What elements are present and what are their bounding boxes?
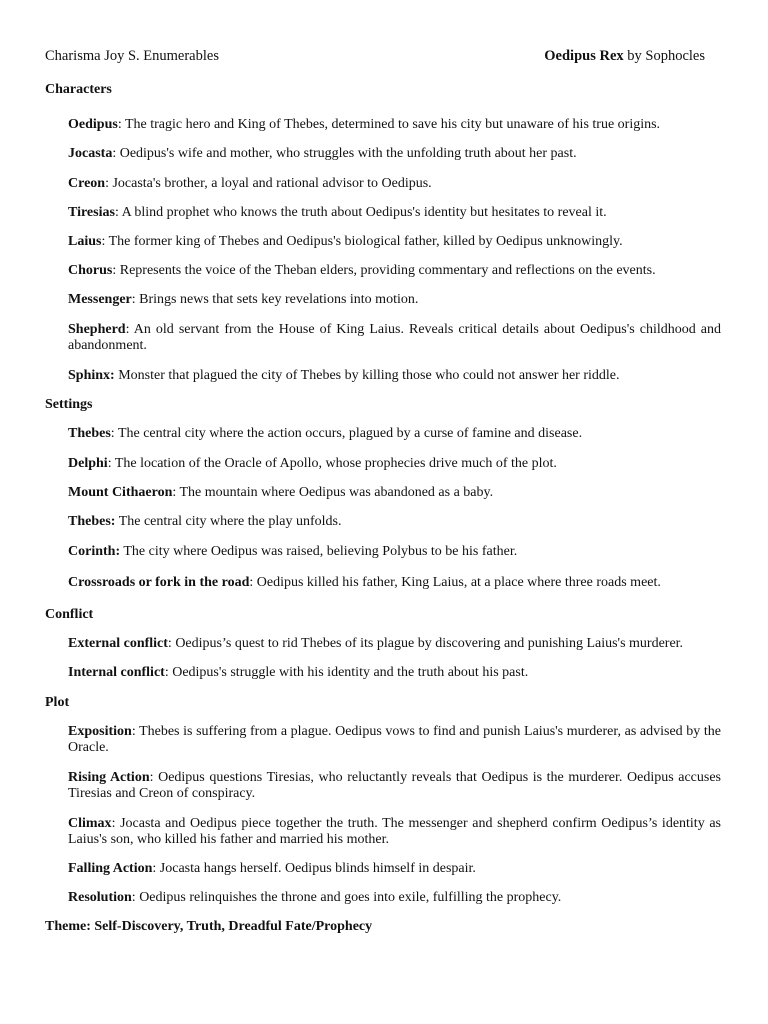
character-entry-sphinx: [68, 368, 721, 384]
character-entry-jocasta: Jocasta: Oedipus's wife and mother, who struggles with the unfolding truth about her past.: [68, 146, 577, 161]
entry-term: Sphinx:: [68, 368, 115, 383]
character-entry-messenger: Messenger: Brings news that sets key revelations into motion.: [68, 292, 419, 307]
entry-text: Oedipus's struggle with his identity and the truth about his past.: [172, 665, 529, 680]
entry-text: Oedipus's wife and mother, who struggles with the unfolding truth about her past.: [119, 146, 577, 161]
character-entry-oedipus: Oedipus: The tragic hero and King of Thebes, determined to save his city but unaware of his true origins.: [68, 117, 661, 132]
entry-text: The city where Oedipus was raised, believing Polybus to be his father.: [123, 544, 518, 559]
character-entry-tiresias: Tiresias: A blind prophet who knows the truth about Oedipus's identity but hesitates to reveal it.: [68, 205, 607, 220]
entry-text: Jocasta and Oedipus piece together the truth. The messenger and shepherd confirm Oedipus’s identity as Laius's son, who killed his father and married his mother.: [68, 816, 722, 847]
entry-term: Climax: [68, 816, 112, 831]
entry-text: The location of the Oracle of Apollo, whose prophecies drive much of the plot.: [114, 456, 557, 471]
work-author: by Sophocles: [627, 48, 705, 64]
section-heading-plot: Plot: [45, 695, 70, 710]
entry-term: Corinth:: [68, 544, 121, 559]
entry-term: Crossroads or fork in the road: [68, 575, 250, 590]
setting-entry-mount-cithaeron: Mount Cithaeron: The mountain where Oedipus was abandoned as a baby.: [68, 485, 494, 500]
entry-term: Jocasta: [68, 146, 113, 161]
section-heading-settings: Settings: [45, 397, 93, 412]
character-entry-chorus: Chorus: Represents the voice of the Theban elders, providing commentary and reflections on the events.: [68, 263, 656, 278]
character-entry-creon: Creon: Jocasta's brother, a loyal and rational advisor to Oedipus.: [68, 176, 432, 191]
entry-text: Thebes is suffering from a plague. Oedipus vows to find and punish Laius's murderer, as advised by the Oracle.: [68, 724, 722, 755]
entry-text: Represents the voice of the Theban elders, providing commentary and reflections on the events.: [119, 263, 656, 278]
entry-text: Oedipus relinquishes the throne and goes into exile, fulfilling the prophecy.: [139, 890, 562, 905]
character-entry-laius: Laius: The former king of Thebes and Oedipus's biological father, killed by Oedipus unknowingly.: [68, 234, 623, 249]
author-name: Charisma Joy S. Enumerables: [45, 48, 219, 64]
plot-entry-rising-action: Rising Action: Oedipus questions Tiresias, who reluctantly reveals that Oedipus is the murderer. Oedipus accuses Tiresias and Creon of conspiracy.: [68, 770, 721, 801]
setting-entry-crossroads: Crossroads or fork in the road: Oedipus killed his father, King Laius, at a place where three roads meet.: [68, 575, 661, 590]
entry-term: Creon: [68, 176, 106, 191]
entry-text: Oedipus’s quest to rid Thebes of its plague by discovering and punishing Laius's murderer.: [175, 636, 684, 651]
entry-text: The former king of Thebes and Oedipus's biological father, killed by Oedipus unknowingly.: [108, 234, 623, 249]
entry-term: Internal conflict: [68, 665, 165, 680]
entry-text: The tragic hero and King of Thebes, determined to save his city but unaware of his true origins.: [124, 117, 661, 132]
entry-term: Tiresias: [68, 205, 115, 220]
entry-term: Exposition: [68, 724, 132, 739]
entry-text: Oedipus questions Tiresias, who reluctantly reveals that Oedipus is the murderer. Oedipus accuses Tiresias and Creon of conspiracy.: [68, 770, 721, 801]
conflict-entry-external: External conflict: Oedipus’s quest to rid Thebes of its plague by discovering and punishing Laius's murderer.: [68, 636, 684, 651]
plot-entry-exposition: Exposition: Thebes is suffering from a plague. Oedipus vows to find and punish Laius's murderer, as advised by the Oracle.: [68, 724, 722, 755]
entry-term: Thebes: [68, 426, 111, 441]
entry-term: Delphi: [68, 456, 108, 471]
setting-entry-thebes-play: [68, 514, 721, 530]
entry-term: Messenger: [68, 292, 132, 307]
setting-entry-thebes: Thebes: The central city where the action occurs, plagued by a curse of famine and disease.: [68, 426, 583, 441]
theme-line: Theme: Self-Discovery, Truth, Dreadful Fate/Prophecy: [45, 919, 373, 934]
setting-entry-corinth: [68, 544, 721, 560]
entry-text: Oedipus killed his father, King Laius, at a place where three roads meet.: [256, 575, 661, 590]
entry-term: Shepherd: [68, 322, 126, 337]
entry-text: Brings news that sets key revelations into motion.: [139, 292, 419, 307]
entry-text: The mountain where Oedipus was abandoned as a baby.: [179, 485, 494, 500]
character-entry-shepherd: Shepherd: An old servant from the House of King Laius. Reveals critical details about Oedipus's childhood and abandonment.: [68, 322, 721, 353]
entry-term: Resolution: [68, 890, 132, 905]
conflict-entry-internal: Internal conflict: Oedipus's struggle with his identity and the truth about his past.: [68, 665, 529, 680]
setting-entry-delphi: Delphi: The location of the Oracle of Apollo, whose prophecies drive much of the plot.: [68, 456, 557, 471]
entry-term: Oedipus: [68, 117, 118, 132]
work-title-line: [544, 48, 705, 64]
section-heading-characters: Characters: [45, 82, 112, 97]
entry-text: Monster that plagued the city of Thebes by killing those who could not answer her riddle.: [118, 368, 620, 383]
entry-term: Thebes:: [68, 514, 116, 529]
entry-text: The central city where the play unfolds.: [118, 514, 342, 529]
plot-entry-climax: Climax: Jocasta and Oedipus piece together the truth. The messenger and shepherd confirm Oedipus’s identity as Laius's son, who killed his father and married his mother.: [68, 816, 722, 847]
section-heading-conflict: Conflict: [45, 607, 94, 622]
entry-term: Rising Action: [68, 770, 150, 785]
entry-term: Chorus: [68, 263, 113, 278]
entry-text: An old servant from the House of King Laius. Reveals critical details about Oedipus's childhood and abandonment.: [68, 322, 721, 353]
plot-entry-falling-action: Falling Action: Jocasta hangs herself. Oedipus blinds himself in despair.: [68, 861, 476, 876]
entry-text: The central city where the action occurs, plagued by a curse of famine and disease.: [117, 426, 583, 441]
entry-term: Falling Action: [68, 861, 153, 876]
plot-entry-resolution: Resolution: Oedipus relinquishes the throne and goes into exile, fulfilling the prophecy.: [68, 890, 562, 905]
entry-text: A blind prophet who knows the truth about Oedipus's identity but hesitates to reveal it.: [121, 205, 607, 220]
entry-text: Jocasta hangs herself. Oedipus blinds himself in despair.: [159, 861, 476, 876]
entry-term: Laius: [68, 234, 102, 249]
entry-text: Jocasta's brother, a loyal and rational advisor to Oedipus.: [112, 176, 432, 191]
entry-term: Mount Cithaeron: [68, 485, 173, 500]
work-title: Oedipus Rex: [544, 48, 624, 64]
entry-term: External conflict: [68, 636, 168, 651]
